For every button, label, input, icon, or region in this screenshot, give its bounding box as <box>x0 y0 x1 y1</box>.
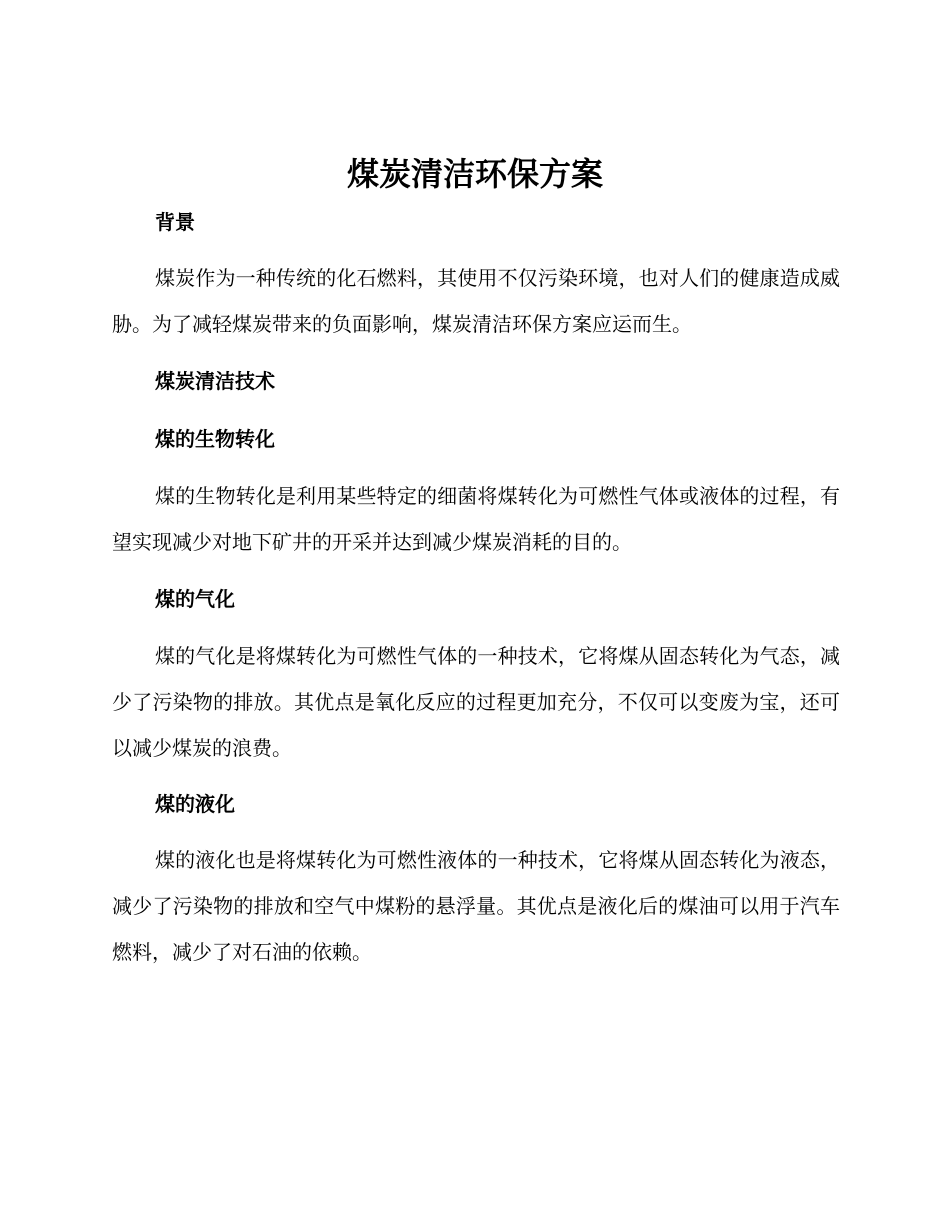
paragraph-biological-conversion: 煤的生物转化是利用某些特定的细菌将煤转化为可燃性气体或液体的过程，有望实现减少对地下矿井的开采并达到减少煤炭消耗的目的。 <box>112 484 840 554</box>
document-title: 煤炭清洁环保方案 <box>346 155 603 193</box>
heading-clean-coal-technology: 煤炭清洁技术 <box>155 369 275 393</box>
heading-liquefaction: 煤的液化 <box>155 792 235 816</box>
heading-gasification: 煤的气化 <box>155 587 235 611</box>
paragraph-liquefaction: 煤的液化也是将煤转化为可燃性液体的一种技术，它将煤从固态转化为液态，减少了污染物的排放和空气中煤粉的悬浮量。其优点是液化后的煤油可以用于汽车燃料，减少了对石油的依赖。 <box>112 848 840 964</box>
paragraph-background: 煤炭作为一种传统的化石燃料，其使用不仅污染环境，也对人们的健康造成威胁。为了减轻煤炭带来的负面影响，煤炭清洁环保方案应运而生。 <box>112 266 840 336</box>
heading-biological-conversion: 煤的生物转化 <box>155 427 275 451</box>
heading-background: 背景 <box>155 210 195 234</box>
paragraph-gasification: 煤的气化是将煤转化为可燃性气体的一种技术，它将煤从固态转化为气态，减少了污染物的排放。其优点是氧化反应的过程更加充分，不仅可以变废为宝，还可以减少煤炭的浪费。 <box>112 644 840 760</box>
